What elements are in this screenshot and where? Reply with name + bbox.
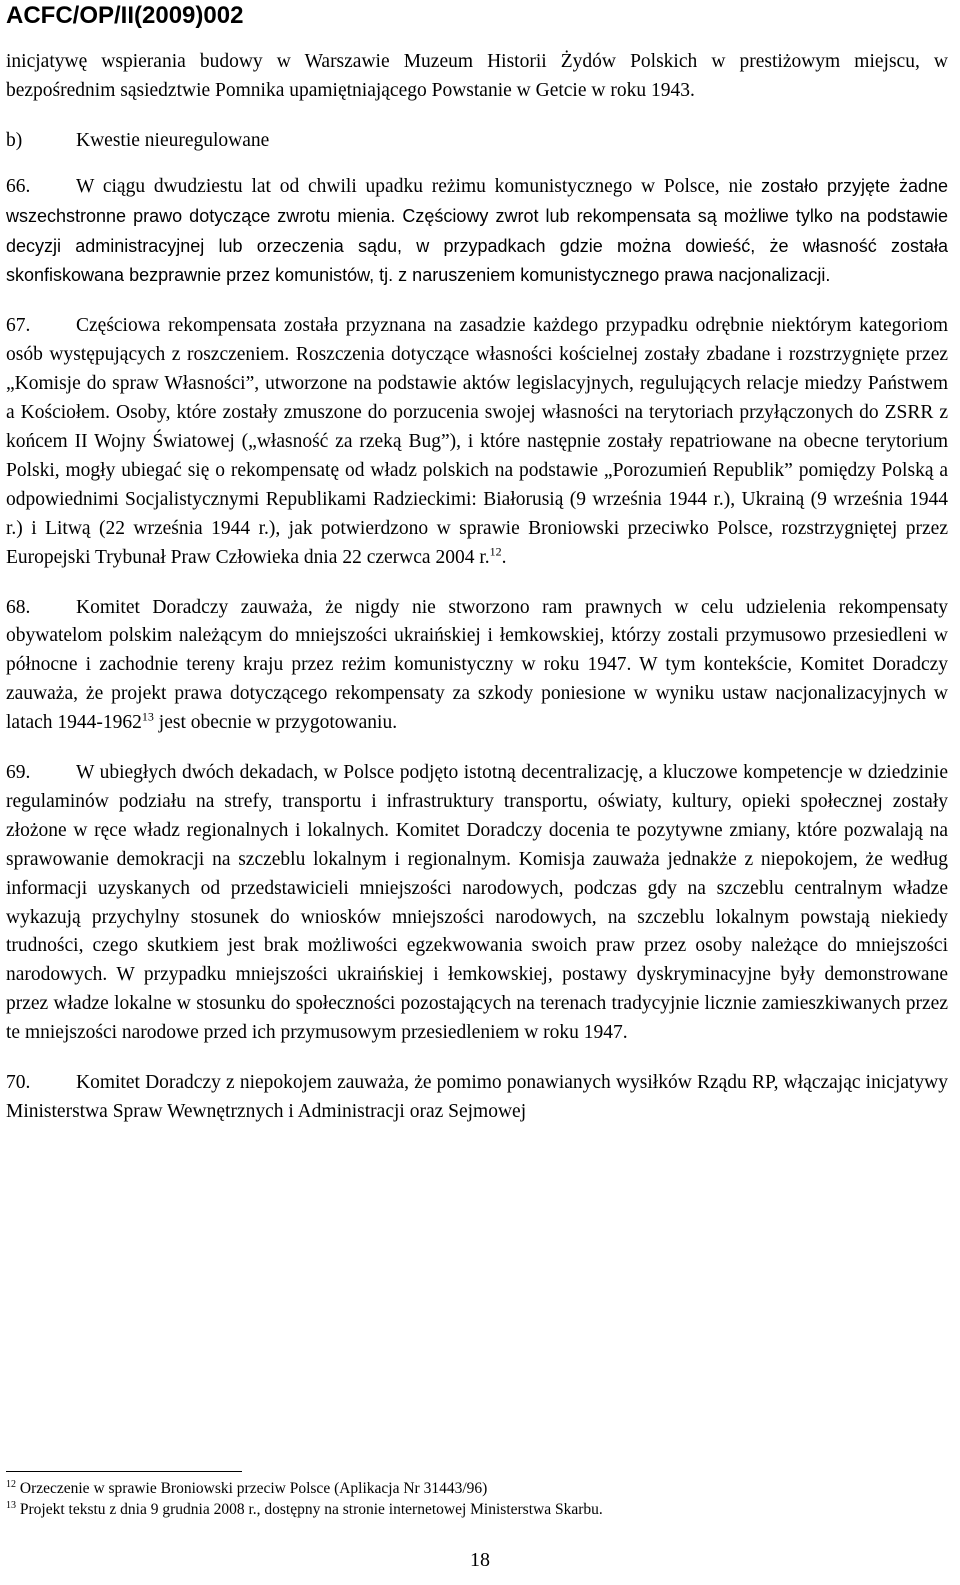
footnote-id: 12 <box>6 1478 16 1490</box>
section-heading-b <box>6 127 948 156</box>
paragraph-text: Komitet Doradczy z niepokojem zauważa, że pomimo ponawianych wysiłków Rządu RP, włączając inicjatywy Ministerstwa Spraw Wewnętrznych i Administracji oraz Sejmowej <box>6 1072 948 1122</box>
paragraph-number: 66. <box>6 175 31 197</box>
intro-paragraph <box>6 48 948 106</box>
page-number: 18 <box>470 1549 490 1571</box>
paragraph-number: 68. <box>6 596 31 618</box>
footnote-13 <box>6 1499 948 1520</box>
paragraph-69 <box>6 759 948 1048</box>
footnote-divider <box>6 1471 242 1472</box>
paragraph-68 <box>6 594 948 739</box>
paragraph-end: jest obecnie w przygotowaniu. <box>153 712 398 734</box>
paragraph-66 <box>6 172 948 292</box>
document-body <box>6 48 948 1148</box>
paragraph-number: 67. <box>6 315 31 337</box>
footnote-12 <box>6 1478 948 1499</box>
paragraph-number: 69. <box>6 762 31 784</box>
footnote-text: Orzeczenie w sprawie Broniowski przeciw Polsce (Aplikacja Nr 31443/96) <box>19 1480 488 1497</box>
paragraph-text: Częściowa rekompensata została przyznana na zasadzie każdego przypadku odrębnie niektórym kategoriom osób występujących z roszczeniem. Roszczenia dotyczące własności kościelnej zostały zbadane i rozstrzygnięte przez „Komisje do spraw Własności”, utworzone na podstawie aktów legislacyjnych, regulujących relacje miedzy Państwem a Kościołem. Osoby, które zostały zmuszone do porzucenia swojej własności na terytoriach przyłączonych do ZSRR z końcem II Wojny Światowej („własność za rzeką Bug”), i które następnie zostały repatriowane na obecne terytorium Polski, mogły ubiegać się o rekompensatę od władz polskich na podstawie „Porozumień Republik” pomiędzy Polską a odpowiednimi Socjalistycznymi Republikami Radzieckimi: Białorusią (9 września 1944 r.), Ukrainą (9 września 1944 r.) i Litwą (22 września 1944 r.), jak potwierdzono w sprawie Broniowski przeciwko Polsce, rozstrzygniętej przez Europejski Trybunał Praw Człowieka dnia 22 czerwca 2004 r. <box>6 315 948 568</box>
intro-text: inicjatywę wspierania budowy w Warszawie Muzeum Historii Żydów Polskich w prestiżowym miejscu, w bezpośrednim sąsiedztwie Pomnika upamiętniającego Powstanie w Getcie w roku 1943. <box>6 51 948 101</box>
footnote-reference[interactable]: 13 <box>141 709 154 724</box>
paragraph-text: zostało przyjęte żadne wszechstronne prawo dotyczące zwrotu mienia. Częściowy zwrot lub rekompensata są możliwe tylko na podstawie decyzji administracyjnej lub orzeczenia sądu, w przypadkach gdzie można dowieść, że własność została skonfiskowana bezprawnie przez komunistów, tj. z naruszeniem komunistycznego prawa nacjonalizacji. <box>6 175 949 286</box>
footnote-reference[interactable]: 12 <box>489 544 502 559</box>
footnote-text: Projekt tekstu z dnia 9 grudnia 2008 r., dostępny na stronie internetowej Ministerstwa Skarbu. <box>19 1501 603 1518</box>
section-title: Kwestie nieuregulowane <box>76 129 270 151</box>
paragraph-67 <box>6 312 948 572</box>
document-reference: ACFC/OP/II(2009)002 <box>6 2 244 29</box>
paragraph-text: W ubiegłych dwóch dekadach, w Polsce podjęto istotną decentralizację, a kluczowe kompetencje w dziedzinie regulaminów podziału na strefy, transportu i infrastruktury transportu, oświaty, kultury, opieki społecznej zostały złożone w ręce władz regionalnych i lokalnych. Komitet Doradczy docenia te pozytywne zmiany, które pozwalają na sprawowanie demokracji na szczeblu lokalnym i regionalnym. Komisja zauważa jednakże z niepokojem, że według informacji uzyskanych od przedstawicieli mniejszości narodowych, podczas gdy na szczeblu centralnym władze wykazują przychylny stosunek do wniosków mniejszości narodowych, na szczeblu lokalnym powstają niekiedy trudności, czego skutkiem jest brak możliwości egzekwowania swoich praw przez osoby należące do mniejszości narodowych. W przypadku mniejszości ukraińskiej i łemkowskiej, postawy dyskryminacyjne były demonstrowane przez władze lokalne w stosunku do społeczności pozostających na terenach tradycyjnie licznie zamieszkiwanych przez te mniejszości narodowe przed ich przymusowym przesiedleniem w roku 1947. <box>6 762 948 1044</box>
paragraph-70 <box>6 1069 948 1127</box>
paragraph-text: Komitet Doradczy zauważa, że nigdy nie stworzono ram prawnych w celu udzielenia rekompensaty obywatelom polskim należącym do mniejszości ukraińskiej i łemkowskiej, którzy zostali przymusowo przesiedleni w północne i zachodnie tereny kraju przez reżim komunistyczny w roku 1947. W tym kontekście, Komitet Doradczy zauważa, że projekt prawa dotyczącego rekompensaty za szkody poniesione w wyniku ustaw nacjonalizacyjnych w latach 1944-1962 <box>6 596 948 734</box>
paragraph-end: . <box>501 546 507 568</box>
footnotes <box>6 1478 948 1520</box>
section-label: b) <box>6 129 23 151</box>
paragraph-text-lead: W ciągu dwudziestu lat od chwili upadku reżimu komunistycznego w Polsce, nie <box>76 175 753 197</box>
paragraph-number: 70. <box>6 1072 31 1094</box>
footnote-id: 13 <box>6 1499 16 1511</box>
